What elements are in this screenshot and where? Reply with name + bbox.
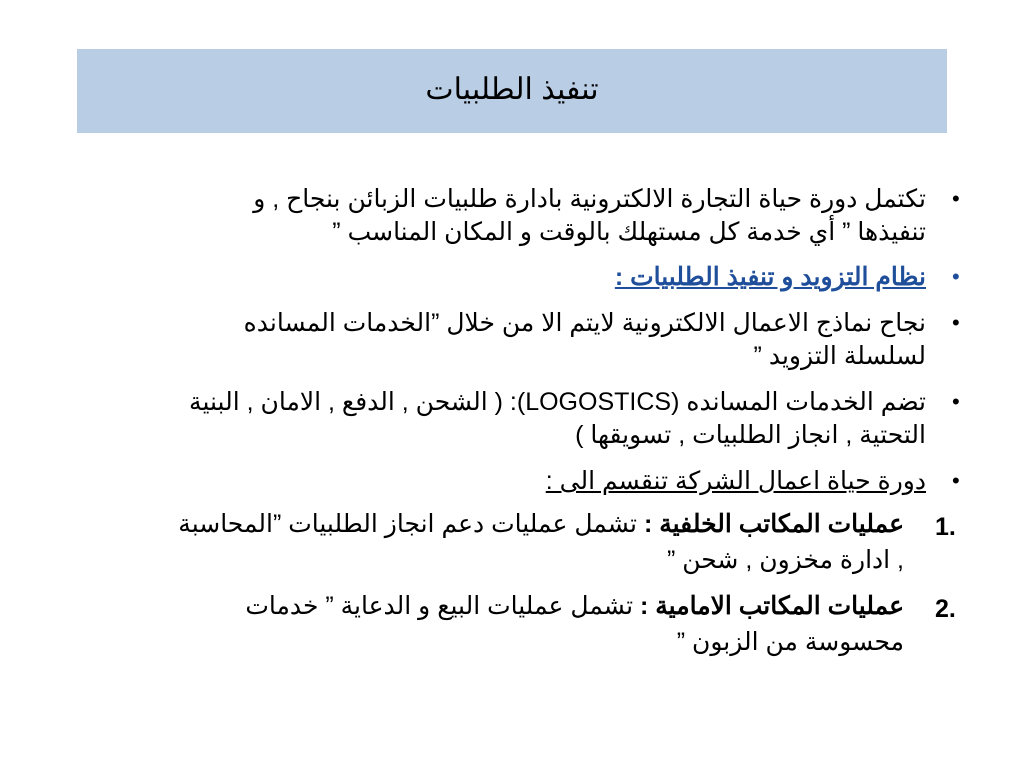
bullet-marker: • bbox=[952, 264, 960, 289]
title-bar bbox=[77, 49, 947, 133]
numbered-1-marker: 1. bbox=[935, 513, 956, 541]
numbered-1-line-1 bbox=[178, 509, 904, 539]
bullet-5-heading: دورة حياة اعمال الشركة تنقسم الى : bbox=[545, 467, 926, 495]
bullet-3-line-2: لسلسلة التزويد ” bbox=[753, 342, 926, 370]
bullet-1-line-2: تنفيذها ” أي خدمة كل مستهلك بالوقت و المكان المناسب ” bbox=[332, 218, 926, 246]
bullet-4-line-1: تضم الخدمات المسانده (LOGOSTICS): ( الشحن , الدفع , الامان , البنية bbox=[189, 388, 926, 416]
numbered-2-line-2: محسوسة من الزبون ” bbox=[676, 628, 904, 656]
bullet-4-line-2: التحتية , انجاز الطلبيات , تسويقها ) bbox=[575, 421, 926, 449]
numbered-1-text: تشمل عمليات دعم انجاز الطلبيات ”المحاسبة bbox=[178, 510, 644, 538]
bullet-marker: • bbox=[952, 389, 960, 414]
numbered-1-bold: عمليات المكاتب الخلفية : bbox=[643, 510, 904, 538]
numbered-2-marker: 2. bbox=[935, 595, 956, 623]
slide-title: تنفيذ الطلبيات bbox=[425, 73, 599, 106]
bullet-1-line-1: تكتمل دورة حياة التجارة الالكترونية بادارة طلبيات الزبائن بنجاح , و bbox=[253, 185, 926, 213]
bullet-marker: • bbox=[952, 186, 960, 211]
numbered-1-line-2: , ادارة مخزون , شحن ” bbox=[666, 546, 904, 574]
bullet-2-link[interactable]: نظام التزويد و تنفيذ الطلبيات : bbox=[614, 263, 926, 291]
bullet-marker: • bbox=[952, 468, 960, 493]
bullet-3-line-1: نجاح نماذج الاعمال الالكترونية لايتم الا من خلال ”الخدمات المسانده bbox=[243, 309, 926, 337]
numbered-2-bold: عمليات المكاتب الامامية : bbox=[639, 592, 904, 620]
numbered-2-text: تشمل عمليات البيع و الدعاية ” خدمات bbox=[245, 592, 640, 620]
bullet-marker: • bbox=[952, 310, 960, 335]
numbered-2-line-1 bbox=[245, 591, 904, 621]
